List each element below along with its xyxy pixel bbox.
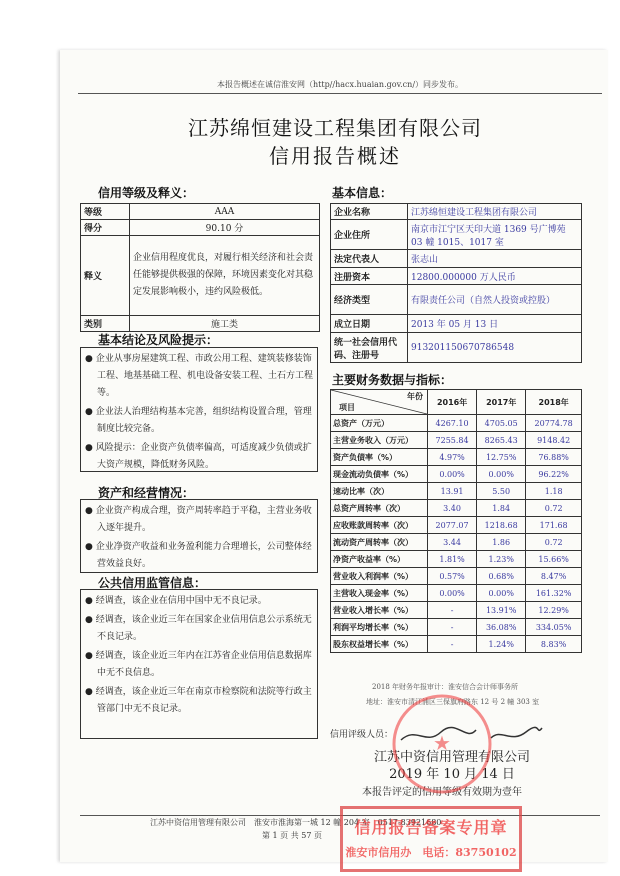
financial-row-name: 营业收入利润率（%）: [331, 568, 428, 585]
financial-row-value: 36.08%: [477, 619, 526, 636]
rating-heading: 信用等级及释义：: [98, 186, 195, 200]
financial-row: [331, 449, 582, 466]
financial-row-name: 净资产收益率（%）: [331, 551, 428, 568]
financial-row-name: 股东权益增长率（%）: [331, 636, 428, 653]
financial-row-name: 主营业务收入（万元）: [331, 432, 428, 449]
basic-value: 南京市江宁区天印大道 1369 号广博苑 03 幢 1015、1017 室: [408, 220, 582, 250]
financial-row: [331, 500, 582, 517]
basic-label: 企业住所: [331, 220, 408, 250]
financial-row: [331, 483, 582, 500]
conclusion-heading: 基本结论及风险提示：: [98, 333, 219, 347]
basic-value: 913201150670786548: [408, 333, 582, 363]
supervision-box: [80, 589, 318, 739]
year-column-header: 2018年: [526, 390, 582, 415]
financial-row-name: 利润平均增长率（%）: [331, 619, 428, 636]
financial-row-name: 应收账款周转率（次）: [331, 517, 428, 534]
basic-label: 法定代表人: [331, 250, 408, 268]
financial-row-name: 速动比率（次）: [331, 483, 428, 500]
financial-table: [330, 389, 582, 653]
header-divider: [78, 93, 602, 94]
basic-label: 企业名称: [331, 204, 408, 220]
financial-row-name: 资产负债率（%）: [331, 449, 428, 466]
supervision-item: ● 经调查，该企业近三年在国家企业信用信息公示系统无不良记录。: [85, 612, 313, 646]
financial-row-value: 0.68%: [477, 568, 526, 585]
financial-row-value: 0.00%: [428, 585, 477, 602]
financial-row-value: 1.86: [477, 534, 526, 551]
financial-row-name: 主营收入现金率（%）: [331, 585, 428, 602]
financial-row-value: 15.66%: [526, 551, 582, 568]
financial-row: [331, 415, 582, 432]
financial-header-corner: [331, 390, 428, 415]
rater-label: 信用评级人员：: [330, 730, 394, 740]
financial-row: [331, 602, 582, 619]
stamp-line-2: 淮安市信用办 电话：83750102: [345, 846, 517, 859]
financial-row: [331, 534, 582, 551]
basic-label: 注册资本: [331, 268, 408, 285]
meaning-label: 释义: [81, 236, 130, 316]
financial-row-value: -: [428, 602, 477, 619]
basic-value: 江苏绵恒建设工程集团有限公司: [408, 204, 582, 220]
financial-row: [331, 636, 582, 653]
supervision-item: ● 经调查，该企业在信用中国中无不良记录。: [85, 593, 313, 610]
assets-item: ● 企业净资产收益和业务盈利能力合理增长，公司整体经营效益良好。: [85, 539, 313, 573]
supervision-item: ● 经调查，该企业近三年在南京市检察院和法院等行政主管部门中无不良记录。: [85, 684, 313, 718]
assets-item: ● 企业资产构成合理，资产周转率趋于平稳，主营业务收入逐年提升。: [85, 503, 313, 537]
basic-label: 统一社会信用代码、注册号: [331, 333, 408, 363]
supervision-item: ● 经调查，该企业近三年内在江苏省企业信用信息数据库中无不良信息。: [85, 648, 313, 682]
financial-row-value: 4267.10: [428, 415, 477, 432]
footer-contact: 江苏中资信用管理有限公司 淮安市淮海第一城 12 幢 204 室 0517-83921680: [150, 818, 442, 827]
financial-row: [331, 585, 582, 602]
financial-row-value: 8.83%: [526, 636, 582, 653]
financial-row-value: 12.75%: [477, 449, 526, 466]
financial-row-name: 营业收入增长率（%）: [331, 602, 428, 619]
financial-row-value: 334.05%: [526, 619, 582, 636]
financial-row-name: 总资产（万元）: [331, 415, 428, 432]
item-header: 项目: [339, 402, 355, 412]
basic-info-table: [330, 203, 582, 363]
financial-row-value: 0.00%: [477, 466, 526, 483]
financial-row: [331, 517, 582, 534]
financial-row: [331, 551, 582, 568]
financial-row-value: 7255.84: [428, 432, 477, 449]
financial-row-value: 1.81%: [428, 551, 477, 568]
basic-value: 有限责任公司（自然人投资或控股）: [408, 285, 582, 315]
assets-heading: 资产和经营情况：: [98, 486, 195, 500]
basic-value: 张志山: [408, 250, 582, 268]
basic-label: 经济类型: [331, 285, 408, 315]
assets-box: [80, 499, 318, 573]
filing-stamp: [340, 806, 522, 872]
financial-row-value: 3.44: [428, 534, 477, 551]
financial-row-value: 3.40: [428, 500, 477, 517]
supervision-heading: 公共信用监管信息：: [98, 576, 207, 590]
financial-row-value: 8.47%: [526, 568, 582, 585]
financial-row-value: 0.00%: [428, 466, 477, 483]
financial-rows: [331, 415, 582, 653]
financial-row-value: 0.72: [526, 534, 582, 551]
basic-value: 12800.000000 万人民币: [408, 268, 582, 285]
audit-note: 2018 年财务年报审计：淮安信合会计师事务所: [372, 683, 519, 691]
financial-row-value: 1.23%: [477, 551, 526, 568]
year-header: 年份: [407, 391, 423, 401]
financial-row: [331, 619, 582, 636]
agency-name: 江苏中资信用管理有限公司: [373, 750, 530, 765]
company-title: 江苏绵恒建设工程集团有限公司: [188, 116, 482, 140]
conclusion-item: ● 风险提示：企业资产负债率偏高，可适度减少负债或扩大资产规模，降低财务风险。: [85, 440, 313, 474]
financial-row-value: 1.84: [477, 500, 526, 517]
financial-row: [331, 432, 582, 449]
financial-row-name: 现金流动负债率（%）: [331, 466, 428, 483]
year-column-header: 2017年: [477, 390, 526, 415]
financial-row-value: 76.88%: [526, 449, 582, 466]
report-date: 2019 年 10 月 14 日: [389, 767, 515, 782]
financial-row-value: 9148.42: [526, 432, 582, 449]
score-label: 得分: [81, 220, 130, 236]
document-title: 信用报告概述: [269, 144, 401, 168]
page-number: 第 1 页 共 57 页: [262, 831, 322, 840]
meaning-value: 企业信用程度优良，对履行相关经济和社会责任能够提供极强的保障，环境因素变化对其稳定发展影响极小，违约风险极低。: [130, 236, 320, 316]
stamp-line-1: 信用报告备案专用章: [354, 818, 508, 837]
financial-row-value: -: [428, 636, 477, 653]
financial-row-value: 0.72: [526, 500, 582, 517]
financial-row-value: 13.91: [428, 483, 477, 500]
financial-row-name: 总资产周转率（次）: [331, 500, 428, 517]
basic-value: 2013 年 05 月 13 日: [408, 315, 582, 333]
financial-row-value: 1.24%: [477, 636, 526, 653]
conclusion-item: ● 企业法人治理结构基本完善，组织结构设置合理，管理制度比较完备。: [85, 404, 313, 438]
financial-row-value: 8265.43: [477, 432, 526, 449]
financial-row-value: 171.68: [526, 517, 582, 534]
financial-row-name: 流动资产周转率（次）: [331, 534, 428, 551]
rating-table: [80, 203, 320, 332]
category-value: 施工类: [130, 316, 320, 332]
financial-row: [331, 466, 582, 483]
financial-row-value: 1.18: [526, 483, 582, 500]
svg-text:★: ★: [433, 731, 451, 755]
financial-row-value: 12.29%: [526, 602, 582, 619]
financial-row-value: 20774.78: [526, 415, 582, 432]
financial-row-value: 96.22%: [526, 466, 582, 483]
grade-label: 等级: [81, 204, 130, 220]
score-value: 90.10 分: [130, 220, 320, 236]
financial-row: [331, 568, 582, 585]
financial-row-value: 0.57%: [428, 568, 477, 585]
category-label: 类别: [81, 316, 130, 332]
financial-heading: 主要财务数据与指标：: [332, 373, 453, 387]
grade-value: AAA: [130, 204, 320, 220]
publish-notice: 本报告概述在诚信淮安网（http//hacx.huaian.gov.cn/）同步发布。: [216, 80, 464, 89]
financial-row-value: 0.00%: [477, 585, 526, 602]
financial-row-value: 2077.07: [428, 517, 477, 534]
validity-note: 本报告评定的信用等级有效期为壹年: [362, 787, 522, 798]
financial-row-value: 5.50: [477, 483, 526, 500]
financial-row-value: 4.97%: [428, 449, 477, 466]
round-seal-icon: [390, 692, 494, 796]
basic-label: 成立日期: [331, 315, 408, 333]
basic-info-heading: 基本信息：: [332, 186, 393, 200]
financial-row-value: -: [428, 619, 477, 636]
financial-row-value: 161.32%: [526, 585, 582, 602]
financial-row-value: 1218.68: [477, 517, 526, 534]
financial-row-value: 13.91%: [477, 602, 526, 619]
financial-row-value: 4705.05: [477, 415, 526, 432]
conclusion-item: ● 企业从事房屋建筑工程、市政公用工程、建筑装修装饰工程、地基基础工程、机电设备安装工程、土石方工程等。: [85, 351, 313, 402]
conclusion-box: [80, 347, 318, 472]
year-column-header: 2016年: [428, 390, 477, 415]
address-note: 地址：淮安市清江浦区三保旗府路东 12 号 2 幢 303 室: [366, 698, 540, 706]
